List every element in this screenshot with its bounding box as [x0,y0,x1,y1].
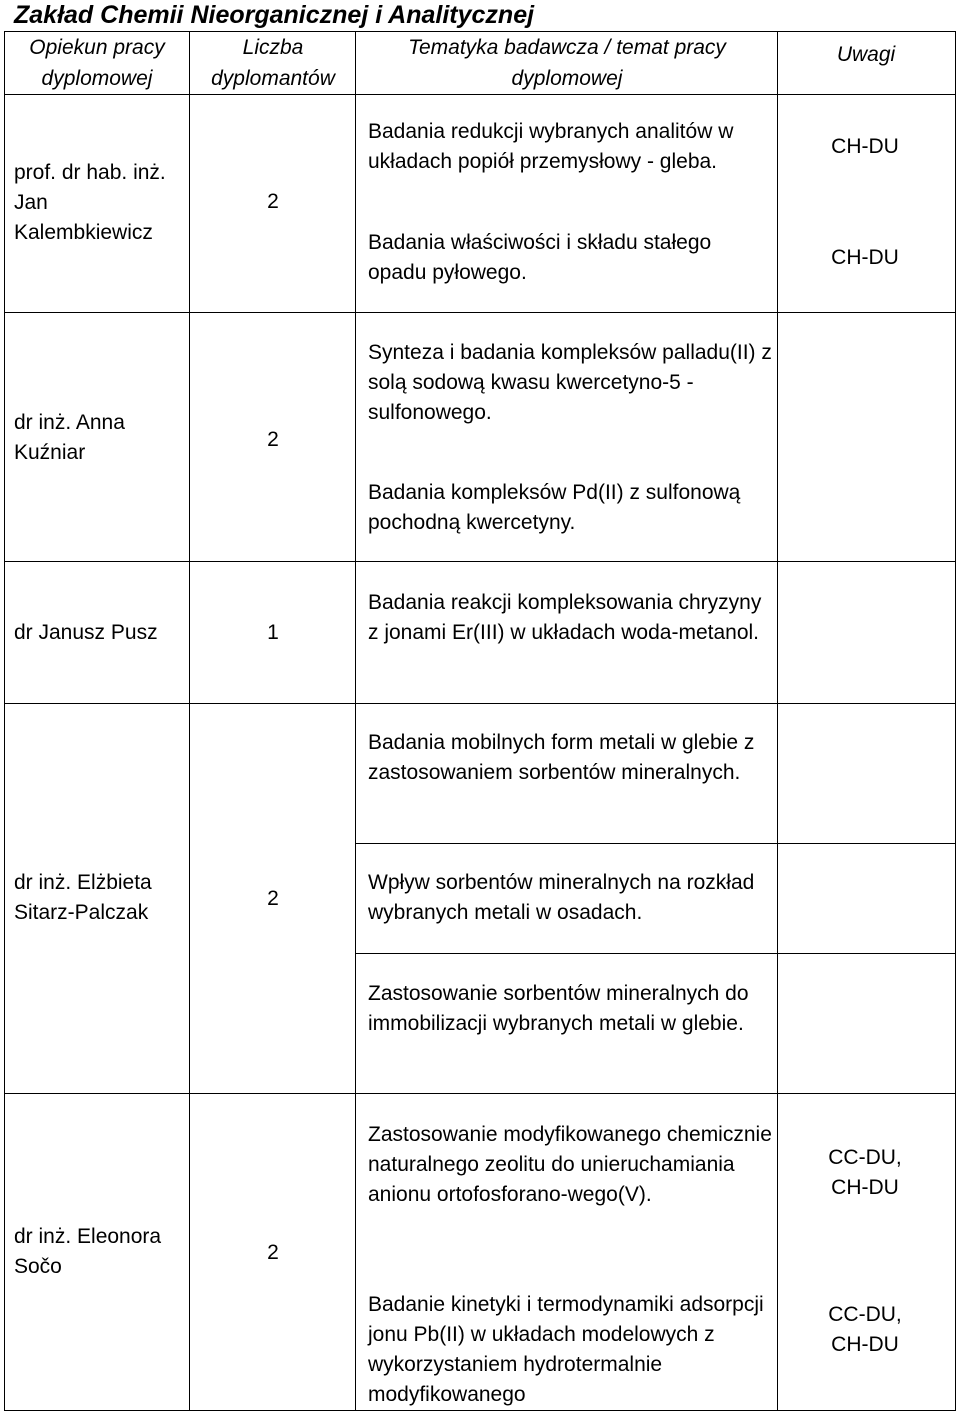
supervisor-cell: dr inż. Anna Kuźniar [14,411,125,464]
topic-text: Badanie kinetyki i termodynamiki adsorpcji jonu Pb(II) w układach modelowych z wykorzystaniem hydrotermalnie modyfikowanego [368,1293,764,1406]
topic-text: Zastosowanie modyfikowanego chemicznie naturalnego zeolitu do unieruchamiania anionu ortofosforano-wego(V). [368,1123,772,1206]
count-cell: 2 [267,428,279,451]
count-cell: 2 [267,190,279,213]
row-separator [4,1093,956,1094]
note-text: CC-DU, CH-DU [828,1303,902,1356]
topic-text: Wpływ sorbentów mineralnych na rozkład wybranych metali w osadach. [368,871,755,924]
supervisor-cell: prof. dr hab. inż. Jan Kalembkiewicz [14,161,166,244]
row-separator [4,312,956,313]
topic-text: Badania mobilnych form metali w glebie z zastosowaniem sorbentów mineralnych. [368,731,755,784]
header-supervisor: Opiekun pracy dyplomowej [29,36,165,90]
count-cell: 2 [267,1241,279,1264]
header-count: Liczba dyplomantów [211,36,335,90]
table-left-border [4,31,5,1411]
column-separator [777,31,778,1411]
row-separator [4,703,956,704]
note-text: CH-DU [831,135,899,158]
table-right-border [955,31,956,1411]
topic-text: Badania kompleksów Pd(II) z sulfonową pochodną kwercetyny. [368,481,741,534]
topic-text: Zastosowanie sorbentów mineralnych do immobilizacji wybranych metali w glebie. [368,982,749,1035]
supervisor-cell: dr inż. Elżbieta Sitarz-Palczak [14,871,152,924]
topic-text: Synteza i badania kompleksów palladu(II) z solą sodową kwasu kwercetyno-5 -sulfonowego. [368,341,772,424]
topic-text: Badania właściwości i składu stałego opadu pyłowego. [368,231,712,284]
note-text: CC-DU, CH-DU [828,1146,902,1199]
column-separator [355,31,356,1411]
topic-separator [355,953,956,954]
supervisor-cell: dr Janusz Pusz [14,621,158,644]
table-bottom-border [4,1410,956,1411]
column-separator [189,31,190,1411]
note-text: CH-DU [831,246,899,269]
header-topic: Tematyka badawcza / temat pracy dyplomowej [408,36,726,90]
page-title: Zakład Chemii Nieorganicznej i Analitycznej [14,1,535,29]
topic-separator [355,843,956,844]
count-cell: 1 [267,621,279,644]
supervisor-cell: dr inż. Eleonora Sočo [14,1225,162,1278]
row-separator [4,561,956,562]
header-separator [4,94,956,95]
header-notes: Uwagi [836,43,896,66]
topic-text: Badania reakcji kompleksowania chryzyny z jonami Er(III) w układach woda-metanol. [368,591,762,644]
count-cell: 2 [267,887,279,910]
topic-text: Badania redukcji wybranych analitów w układach popiół przemysłowy - gleba. [368,120,734,173]
